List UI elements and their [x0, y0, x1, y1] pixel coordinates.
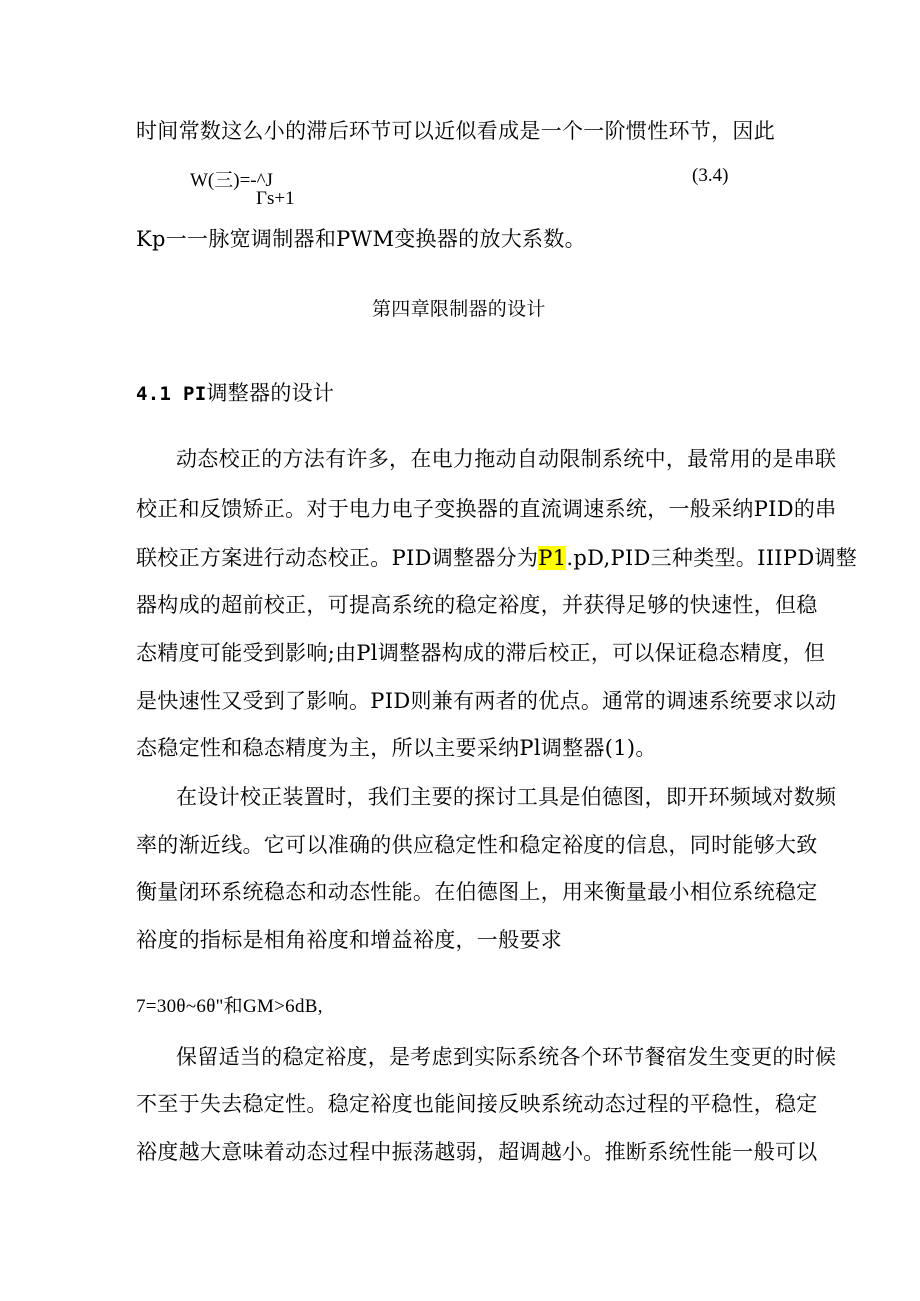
text-line: Kp一一脉宽调制器和PWM变换器的放大系数。 [136, 227, 586, 251]
paragraph-line: 裕度的指标是相角裕度和增益裕度，一般要求 [136, 928, 562, 952]
paragraph-line: 不至于失去稳定性。稳定裕度也能间接反映系统动态过程的平稳性，稳定 [136, 1092, 818, 1116]
paragraph-line: 衡量闭环系统稳态和动态性能。在伯德图上，用来衡量最小相位系统稳定 [136, 880, 818, 904]
paragraph-text: 联校正方案进行动态校正。PID调整器分为 [136, 546, 539, 570]
paragraph-line: 率的渐近线。它可以准确的供应稳定性和稳定裕度的信息，同时能够大致 [136, 833, 818, 857]
paragraph-line: 校正和反馈矫正。对于电力电子变换器的直流调速系统，一般采纳PID的串 [136, 497, 837, 521]
highlighted-text: P1 [538, 546, 567, 570]
paragraph-line [136, 543, 857, 573]
text-line: 时间常数这么小的滞后环节可以近似看成是一个一阶惯性环节，因此 [136, 119, 775, 143]
section-heading [136, 378, 334, 409]
paragraph-text: .pD,PID三种类型。IIIPD调整 [566, 546, 858, 570]
paragraph-line: 裕度越大意味着动态过程中振荡越弱，超调越小。推断系统性能一般可以 [136, 1140, 818, 1164]
equation-denominator: Γs+1 [256, 188, 295, 209]
paragraph-line: 态精度可能受到影响;由Pl调整器构成的滞后校正，可以保证稳态精度，但 [136, 641, 826, 665]
paragraph-line: 是快速性又受到了影响。PID则兼有两者的优点。通常的调速系统要求以动 [136, 689, 837, 713]
section-title: 调整器的设计 [206, 381, 335, 405]
formula-line: 7=30θ~6θ"和GM>6dB, [136, 996, 323, 1017]
paragraph-line: 态稳定性和稳态精度为主，所以主要采纳Pl调整器(1)。 [136, 736, 657, 760]
paragraph-line: 保留适当的稳定裕度，是考虑到实际系统各个环节餐宿发生变更的时候 [176, 1045, 837, 1069]
paragraph-line: 器构成的超前校正，可提高系统的稳定裕度，并获得足够的快速性，但稳 [136, 593, 818, 617]
paragraph-line: 动态校正的方法有许多，在电力拖动自动限制系统中，最常用的是串联 [176, 447, 837, 471]
equation-lhs: W(三)=-^J [190, 170, 273, 191]
paragraph-line: 在设计校正装置时，我们主要的探讨工具是伯德图，即开环频域对数频 [176, 785, 837, 809]
chapter-heading: 第四章限制器的设计 [372, 298, 546, 320]
section-number: 4.1 PI [136, 383, 207, 405]
equation-number: (3.4) [692, 165, 729, 186]
